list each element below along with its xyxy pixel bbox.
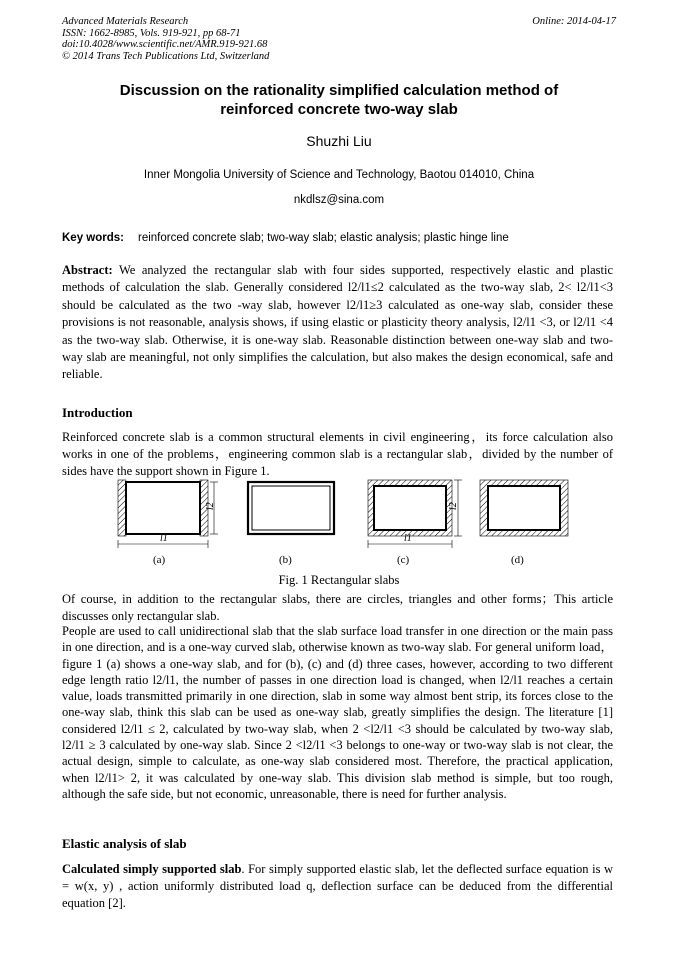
journal-name: Advanced Materials Research	[62, 16, 189, 27]
figure-1-slabs	[110, 476, 570, 576]
dim-l1-c: l1	[404, 533, 412, 544]
slab-c	[368, 480, 462, 548]
title-line-2: reinforced concrete two-way slab	[220, 101, 458, 118]
paper-title	[62, 81, 616, 119]
elastic-heading: Elastic analysis of slab	[62, 836, 187, 851]
dim-l2-c: l2	[448, 502, 459, 510]
introduction-heading: Introduction	[62, 405, 133, 420]
slab-b	[248, 482, 334, 534]
online-date: Online: 2014-04-17	[532, 16, 616, 27]
intro-paragraph-1: Reinforced concrete slab is a common structural elements in civil engineering，its force calculation also works in one of the problems，engineering common slab is a rectangular slab，divided by the number of sides have the support shown in Figure 1.	[62, 430, 613, 478]
abstract-label: Abstract:	[62, 263, 113, 277]
figure-caption: Fig. 1 Rectangular slabs	[278, 573, 400, 587]
keywords	[62, 232, 509, 244]
fig-label-b: (b)	[279, 554, 292, 566]
dim-l1-a: l1	[160, 533, 168, 544]
intro-paragraph-2: Of course, in addition to the rectangular slabs, there are circles, triangles and other forms；This article discusses only rectangular slab.	[62, 592, 613, 623]
keywords-text: reinforced concrete slab; two-way slab; elastic analysis; plastic hinge line	[138, 232, 509, 244]
elastic-lead: Calculated simply supported slab	[62, 862, 242, 876]
copyright-line: © 2014 Trans Tech Publications Ltd, Switzerland	[62, 50, 270, 62]
abstract-text: We analyzed the rectangular slab with four sides supported, respectively elastic and plastic methods of calculation the slab. Generally considered l2/l1≤2 calculated as the two-way slab, 2< l2/l1<3 should be calculated as the two -way slab, however l2/l1≥3 calculated as one-way slab, consider these provisions is not reasonable, analysis shows, if using elastic or plasticity theory analysis, l2/l1 <3, or l2/l1 <4 as the two-way slab. Otherwise, it is one-way slab. Reasonable distinction between one-way slab and two-way slab are meaningful, not only simplifies the calculation, but also makes the design economical, safe and reliable.	[62, 263, 613, 382]
issn-line: ISSN: 1662-8985, Vols. 919-921, pp 68-71	[62, 27, 241, 39]
elastic-paragraph	[62, 861, 613, 912]
slab-a	[118, 480, 218, 548]
abstract	[62, 262, 613, 384]
slab-d	[480, 480, 568, 536]
dim-l2-a: l2	[205, 502, 216, 510]
doi-line: doi:10.4028/www.scientific.net/AMR.919-921.68	[62, 39, 268, 50]
elastic-text: . For simply supported elastic slab, let the deflected surface equation is w = w(x, y) , action uniformly distributed load q, deflection surface can be deduced from the differential equation [2].	[62, 862, 613, 910]
intro-paragraph-3: People are used to call unidirectional slab that the slab surface load transfer in one direction or the main pass in one direction, and is a one-way curved slab, otherwise known as two-way slab. For general uniform load，figure 1 (a) shows a one-way slab, and for (b), (c) and (d) three cases, however, according to two different edge length ratio l2/l1, the number of passes in one direction load is changed, when l2/l1 reaches a certain value, loads transmitted primarily in one direction, slab in some way almost bent strip, its forces close to the one-way slab, think this slab can be used as one-way slab, greatly simplifies the design. The literature [1] considered l2/l1 ≤ 2, calculated by two-way slab, when 2 <l2/l1 <3 should be calculated by two-way slab, l2/l1 ≥ 3 calculated by one-way slab. Since 2 <l2/l1 <3 belongs to one-way or two-way slab is not clear, the actual design, simple to calculate, as one-way slab considered most. Therefore, the practical application, when l2/l1> 2, it was calculated by one-way slab. This division slab method is simple, but too rough, although the safe side, but not economic, unreasonable, there is need for further analysis.	[62, 624, 613, 801]
fig-label-a: (a)	[153, 554, 166, 566]
journal-header	[62, 16, 269, 62]
fig-label-c: (c)	[397, 554, 410, 566]
title-line-1: Discussion on the rationality simplified calculation method of	[119, 82, 559, 99]
keywords-label: Key words:	[62, 232, 124, 244]
fig-label-d: (d)	[511, 554, 524, 566]
affiliation: Inner Mongolia University of Science and Technology, Baotou 014010, China	[143, 169, 535, 181]
author-email: nkdlsz@sina.com	[293, 194, 385, 206]
author-name: Shuzhi Liu	[306, 133, 372, 149]
